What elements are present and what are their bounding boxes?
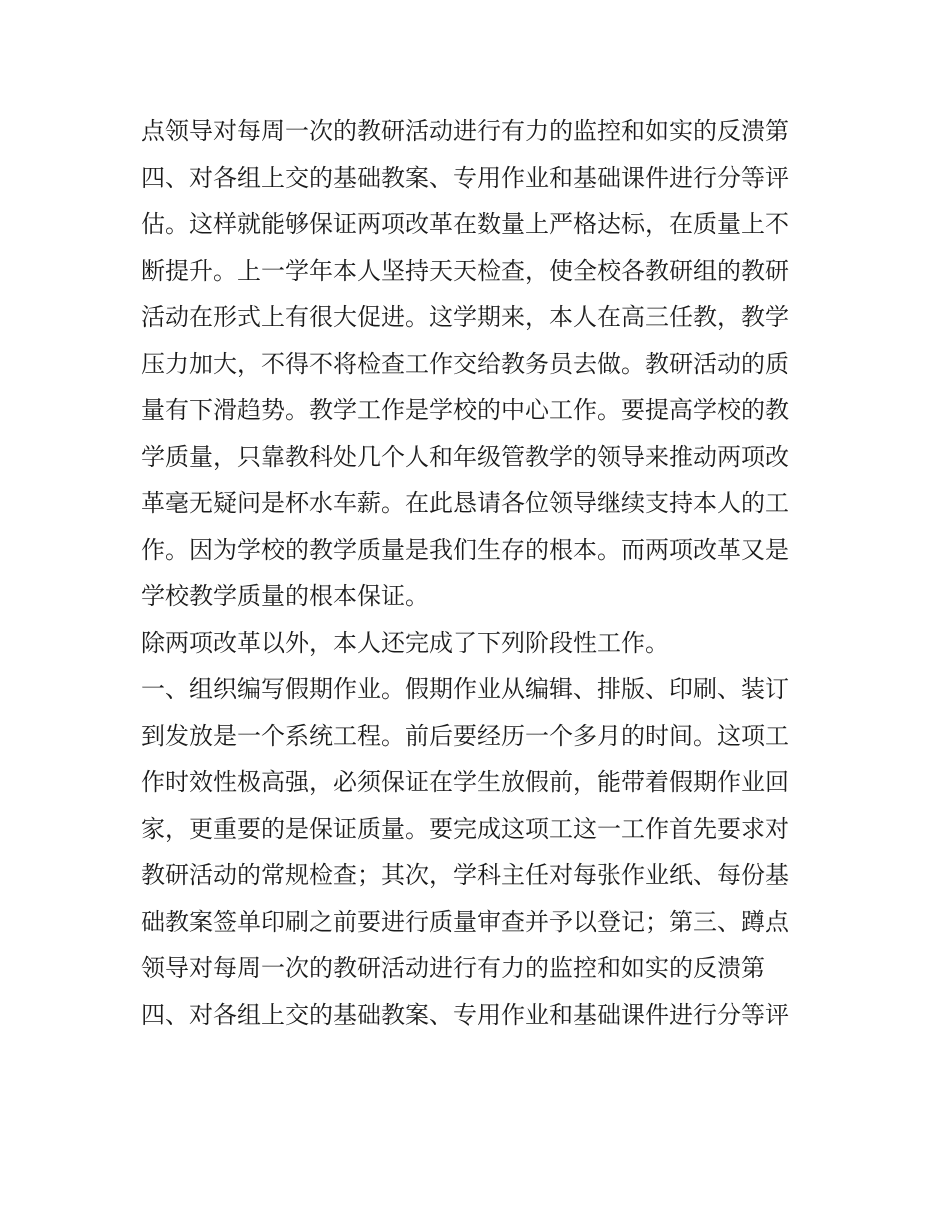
text-line: 家，更重要的是保证质量。要完成这项工这一工作首先要求对 xyxy=(141,814,789,843)
text-line: 除两项改革以外，本人还完成了下列阶段性工作。 xyxy=(141,628,669,657)
text-line: 一、组织编写假期作业。假期作业从编辑、排版、印刷、装订 xyxy=(141,675,789,703)
text-line: 作。因为学校的教学质量是我们生存的根本。而两项改革又是 xyxy=(141,535,789,564)
text-line: 估。这样就能够保证两项改革在数量上严格达标，在质量上不 xyxy=(141,210,789,238)
text-line: 断提升。上一学年本人坚持天天检查，使全校各教研组的教研 xyxy=(141,256,789,285)
text-line: 领导对每周一次的教研活动进行有力的监控和如实的反溃第 xyxy=(141,954,765,982)
text-line: 革毫无疑问是杯水车薪。在此恳请各位领导继续支持本人的工 xyxy=(141,489,789,517)
text-line: 点领导对每周一次的教研活动进行有力的监控和如实的反溃第 xyxy=(141,117,789,145)
text-line: 教研活动的常规检查；其次，学科主任对每张作业纸、每份基 xyxy=(141,861,789,889)
text-line: 学质量，只靠教科处几个人和年级管教学的领导来推动两项改 xyxy=(141,442,789,471)
text-line: 活动在形式上有很大促进。这学期来，本人在高三任教，教学 xyxy=(141,303,789,331)
body-text xyxy=(141,108,821,1038)
text-line: 础教案签单印刷之前要进行质量审查并予以登记；第三、蹲点 xyxy=(141,907,789,936)
text-line: 到发放是一个系统工程。前后要经历一个多月的时间。这项工 xyxy=(141,721,789,750)
text-line: 作时效性极高强，必须保证在学生放假前，能带着假期作业回 xyxy=(141,768,789,796)
text-line: 量有下滑趋势。教学工作是学校的中心工作。要提高学校的教 xyxy=(141,396,789,424)
text-line: 学校教学质量的根本保证。 xyxy=(141,582,429,610)
text-line: 压力加大，不得不将检查工作交给教务员去做。教研活动的质 xyxy=(141,349,789,378)
text-line: 四、对各组上交的基础教案、专用作业和基础课件进行分等评 xyxy=(141,1000,789,1029)
text-line: 四、对各组上交的基础教案、专用作业和基础课件进行分等评 xyxy=(141,163,789,192)
